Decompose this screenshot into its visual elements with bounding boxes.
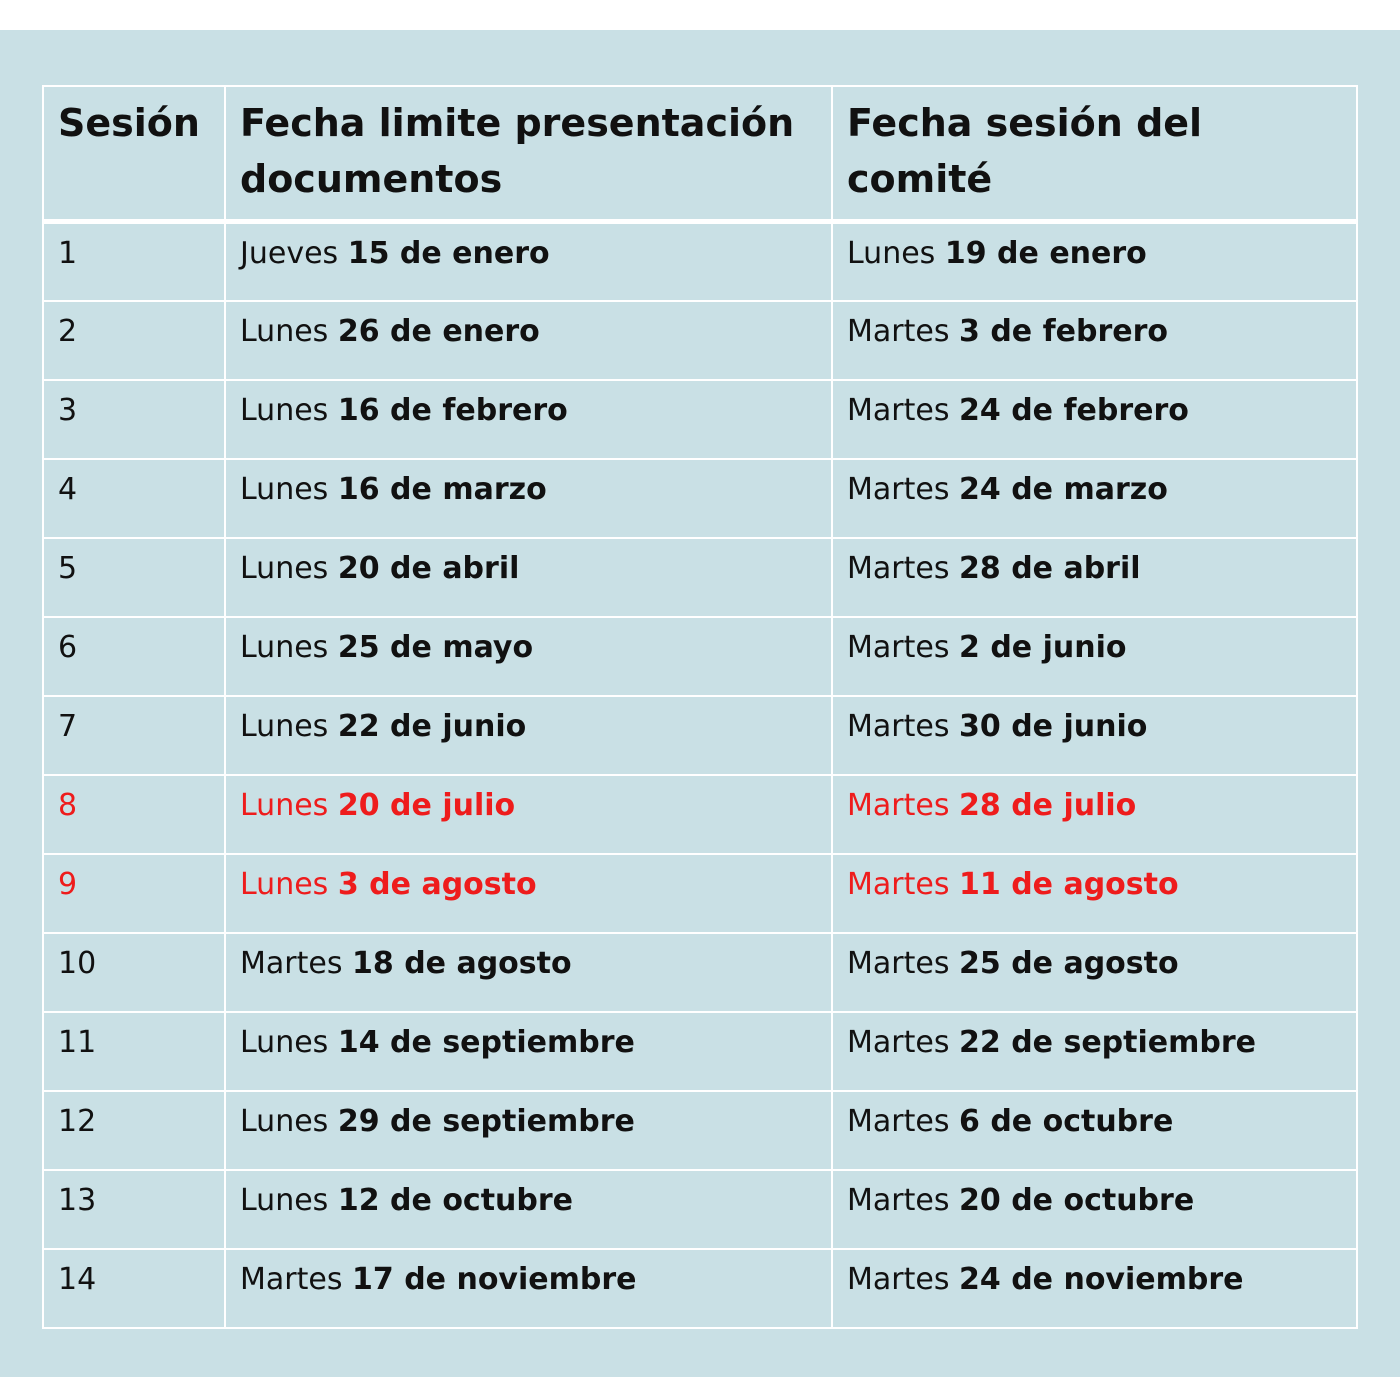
table-row	[43, 775, 1357, 854]
deadline-date: 22 de junio	[337, 708, 527, 744]
table-row	[43, 1091, 1357, 1170]
deadline-cell	[225, 380, 832, 459]
committee-weekday: Martes	[847, 866, 950, 902]
committee-date: 24 de marzo	[959, 471, 1168, 507]
committee-date: 30 de junio	[959, 708, 1148, 744]
committee-date: 22 de septiembre	[959, 1024, 1256, 1060]
committee-date: 20 de octubre	[959, 1182, 1195, 1218]
deadline-date: 26 de enero	[337, 313, 540, 349]
session-number-cell: 3	[43, 380, 225, 459]
committee-weekday: Martes	[847, 1182, 950, 1218]
session-number-cell: 12	[43, 1091, 225, 1170]
deadline-date: 25 de mayo	[337, 629, 534, 665]
deadline-date: 20 de abril	[337, 550, 520, 586]
table-row	[43, 617, 1357, 696]
committee-weekday: Lunes	[847, 236, 936, 271]
schedule-panel	[0, 30, 1400, 1377]
table-row	[43, 1012, 1357, 1091]
deadline-cell	[225, 222, 832, 301]
table-row	[43, 301, 1357, 380]
committee-weekday: Martes	[847, 392, 950, 428]
deadline-weekday: Lunes	[240, 708, 329, 744]
session-number-cell: 5	[43, 538, 225, 617]
committee-weekday: Martes	[847, 313, 950, 349]
table-row	[43, 854, 1357, 933]
deadline-date: 20 de julio	[337, 787, 516, 823]
table-row	[43, 933, 1357, 1012]
header-deadline: Fecha limite presentación documentos	[225, 86, 832, 222]
deadline-weekday: Lunes	[240, 866, 329, 902]
deadline-cell	[225, 459, 832, 538]
deadline-weekday: Lunes	[240, 1103, 329, 1139]
committee-date: 6 de octubre	[959, 1103, 1174, 1139]
committee-date-cell	[832, 459, 1357, 538]
deadline-cell	[225, 1249, 832, 1328]
deadline-cell	[225, 696, 832, 775]
committee-date-cell	[832, 775, 1357, 854]
committee-date-cell	[832, 1249, 1357, 1328]
session-number-cell: 10	[43, 933, 225, 1012]
deadline-weekday: Martes	[240, 945, 343, 981]
table-row	[43, 538, 1357, 617]
session-number-cell: 7	[43, 696, 225, 775]
committee-date: 3 de febrero	[959, 313, 1169, 349]
table-row	[43, 1249, 1357, 1328]
committee-weekday: Martes	[847, 787, 950, 823]
session-number-cell: 6	[43, 617, 225, 696]
deadline-cell	[225, 1012, 832, 1091]
committee-date: 24 de noviembre	[959, 1261, 1244, 1297]
committee-weekday: Martes	[847, 550, 950, 586]
deadline-weekday: Jueves	[240, 236, 339, 271]
deadline-weekday: Lunes	[240, 629, 329, 665]
deadline-date: 15 de enero	[347, 236, 550, 271]
deadline-weekday: Lunes	[240, 392, 329, 428]
committee-date-cell	[832, 696, 1357, 775]
committee-weekday: Martes	[847, 1261, 950, 1297]
deadline-weekday: Lunes	[240, 1182, 329, 1218]
deadline-cell	[225, 775, 832, 854]
session-number-cell: 13	[43, 1170, 225, 1249]
deadline-cell	[225, 1170, 832, 1249]
committee-date-cell	[832, 933, 1357, 1012]
deadline-cell	[225, 854, 832, 933]
committee-weekday: Martes	[847, 1024, 950, 1060]
committee-date: 24 de febrero	[959, 392, 1189, 428]
deadline-date: 16 de marzo	[337, 471, 547, 507]
table-header-row	[43, 86, 1357, 222]
table-row	[43, 459, 1357, 538]
committee-date-cell	[832, 1091, 1357, 1170]
committee-date-cell	[832, 301, 1357, 380]
deadline-cell	[225, 933, 832, 1012]
table-row	[43, 696, 1357, 775]
committee-date-cell	[832, 1170, 1357, 1249]
committee-weekday: Martes	[847, 1103, 950, 1139]
session-number-cell: 4	[43, 459, 225, 538]
deadline-date: 18 de agosto	[352, 945, 572, 981]
deadline-date: 29 de septiembre	[337, 1103, 635, 1139]
session-number-cell: 9	[43, 854, 225, 933]
committee-date: 2 de junio	[959, 629, 1127, 665]
deadline-weekday: Lunes	[240, 471, 329, 507]
committee-weekday: Martes	[847, 471, 950, 507]
deadline-date: 17 de noviembre	[352, 1261, 637, 1297]
deadline-date: 12 de octubre	[337, 1182, 574, 1218]
deadline-cell	[225, 301, 832, 380]
deadline-cell	[225, 538, 832, 617]
committee-date-cell	[832, 617, 1357, 696]
committee-date-cell	[832, 1012, 1357, 1091]
session-number-cell: 11	[43, 1012, 225, 1091]
session-number-cell: 1	[43, 222, 225, 301]
committee-date: 19 de enero	[944, 236, 1147, 271]
committee-weekday: Martes	[847, 629, 950, 665]
deadline-weekday: Lunes	[240, 313, 329, 349]
committee-date-cell	[832, 222, 1357, 301]
committee-date: 28 de julio	[959, 787, 1137, 823]
table-row	[43, 1170, 1357, 1249]
table-row	[43, 380, 1357, 459]
header-session: Sesión	[43, 86, 225, 222]
deadline-weekday: Lunes	[240, 550, 329, 586]
deadline-date: 14 de septiembre	[337, 1024, 635, 1060]
deadline-weekday: Martes	[240, 1261, 343, 1297]
deadline-cell	[225, 617, 832, 696]
committee-date: 25 de agosto	[959, 945, 1179, 981]
committee-weekday: Martes	[847, 945, 950, 981]
deadline-weekday: Lunes	[240, 787, 329, 823]
committee-date: 11 de agosto	[959, 866, 1179, 902]
committee-date: 28 de abril	[959, 550, 1141, 586]
committee-weekday: Martes	[847, 708, 950, 744]
deadline-cell	[225, 1091, 832, 1170]
session-schedule-table	[42, 85, 1358, 1329]
session-number-cell: 14	[43, 1249, 225, 1328]
deadline-weekday: Lunes	[240, 1024, 329, 1060]
header-committee: Fecha sesión del comité	[832, 86, 1357, 222]
deadline-date: 16 de febrero	[337, 392, 568, 428]
table-row	[43, 222, 1357, 301]
deadline-date: 3 de agosto	[337, 866, 537, 902]
committee-date-cell	[832, 854, 1357, 933]
session-number-cell: 2	[43, 301, 225, 380]
session-number-cell: 8	[43, 775, 225, 854]
committee-date-cell	[832, 538, 1357, 617]
committee-date-cell	[832, 380, 1357, 459]
